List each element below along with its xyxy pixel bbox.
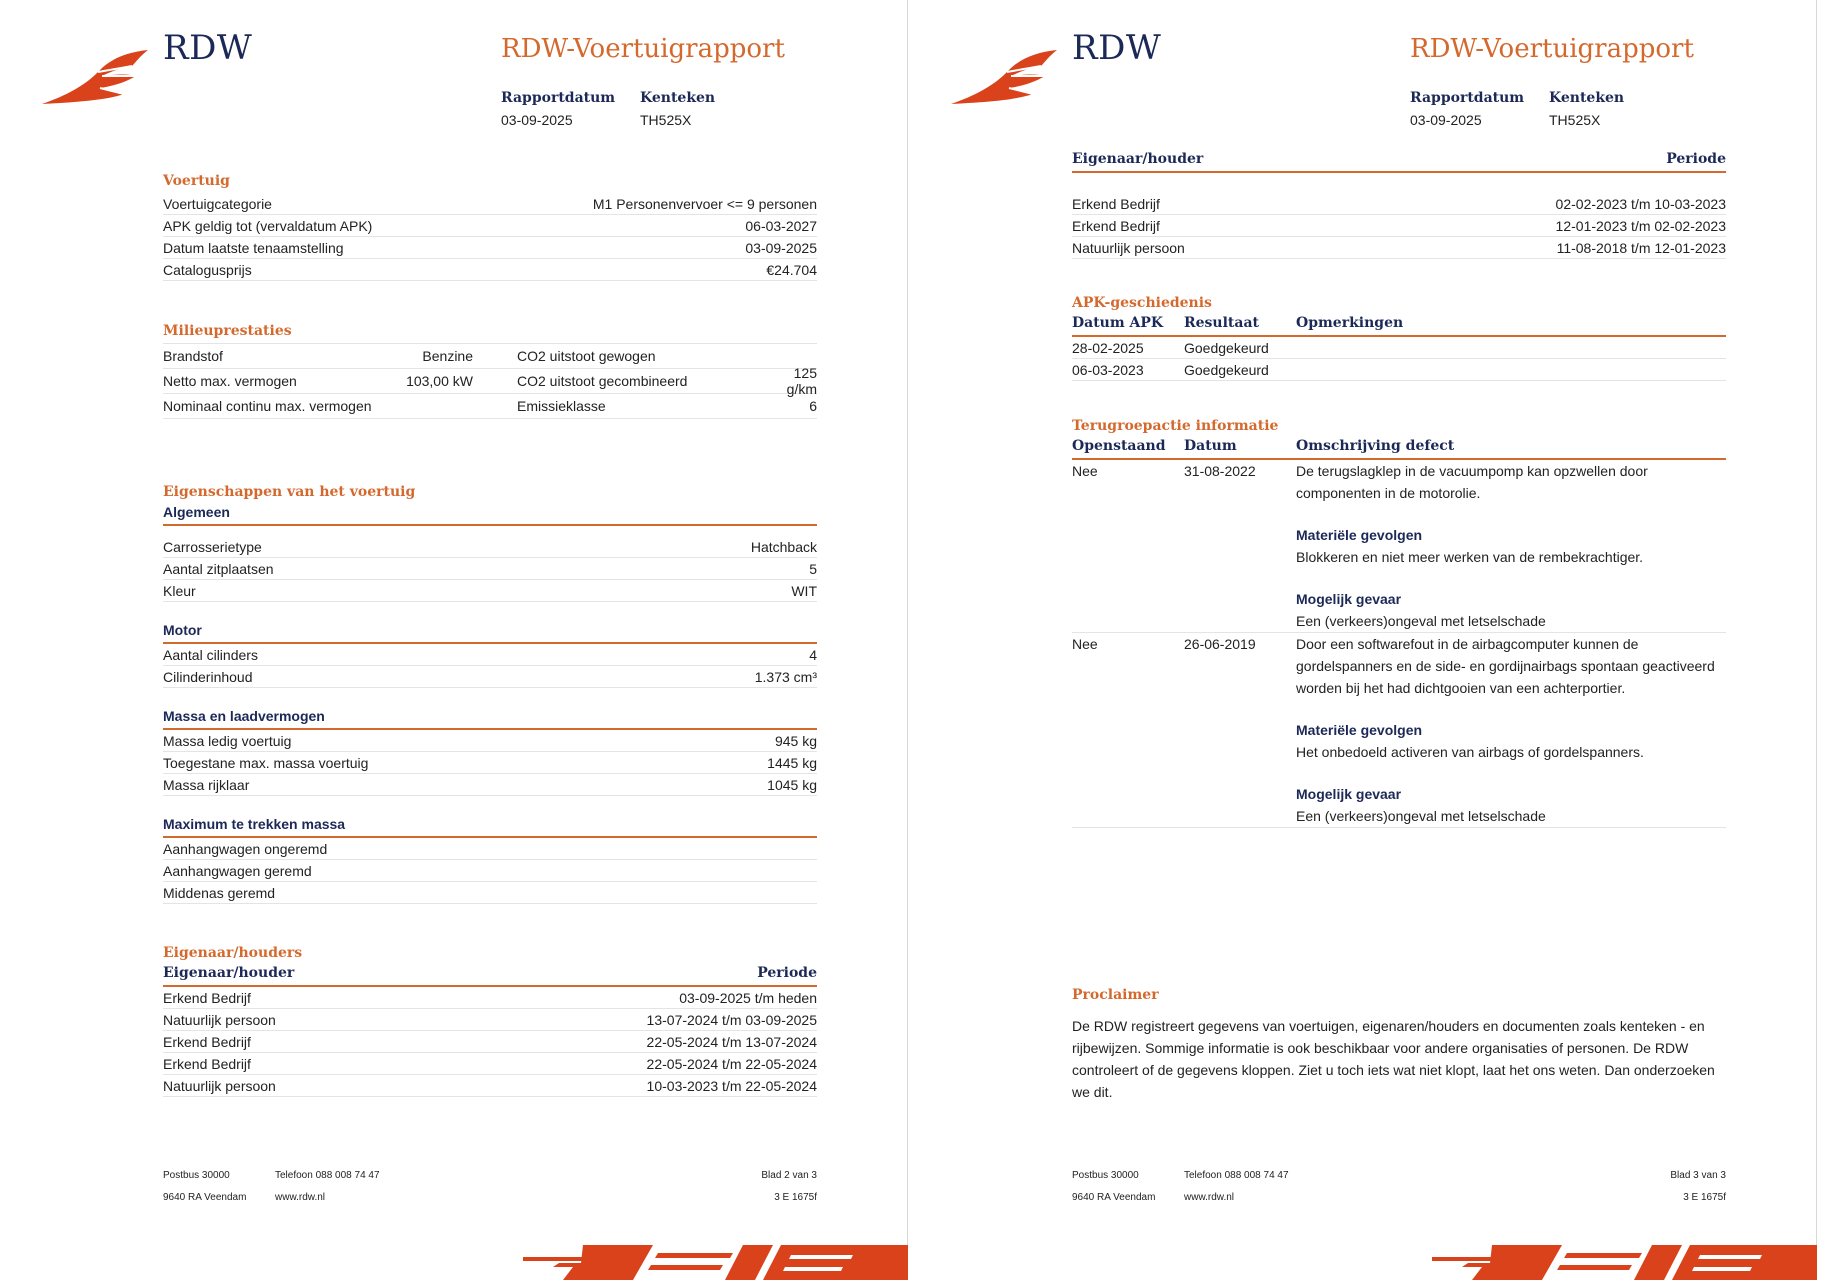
footer-phone: Telefoon 088 008 74 47 [1184,1170,1289,1181]
proclaimer-text: De RDW registreert gegevens van voertuigen, eigenaren/houders en documenten zoals kenteken - en rijbewijzen. Sommige informatie is ook beschikbaar voor andere organisaties of personen. De RDW controleert of de gegevens kloppen. Ziet u toch iets wat niet klopt, laat het ons weten. Dan onderzoeken we dit. [1072,1018,1715,1100]
danger-text: Een (verkeers)ongeval met letselschade [1296,613,1546,629]
row-label: Massa rijklaar [163,776,250,793]
table-row [163,838,817,860]
row-label: Emissieklasse [517,398,606,414]
consequences-text: Het onbedoeld activeren van airbags of gordelspanners. [1296,744,1644,760]
table-row [1072,215,1726,237]
row-label: Voertuigcategorie [163,195,272,212]
header-owner: Eigenaar/houder [1072,151,1204,167]
row-label: Erkend Bedrijf [1072,217,1160,234]
row-value: 10-03-2023 t/m 22-05-2024 [646,1077,817,1094]
table-header [163,965,817,987]
row-label: Erkend Bedrijf [163,1033,251,1050]
section-title: Eigenschappen van het voertuig [163,484,416,500]
recall-open: Nee [1072,636,1098,652]
row-value: 5 [809,560,817,577]
row-label: Erkend Bedrijf [163,989,251,1006]
table-row [163,1075,817,1097]
section-title: Terugroepactie informatie [1072,418,1279,434]
subsection-title: Algemeen [163,504,817,526]
plate-label: Kenteken [640,90,716,106]
table-row [163,1031,817,1053]
danger-label: Mogelijk gevaar [1296,786,1402,802]
section-title: Milieuprestaties [163,323,292,339]
row-label: Cilinderinhoud [163,668,253,685]
table-row [163,237,817,259]
row-value: 4 [809,646,817,663]
row-label: CO2 uitstoot gecombineerd [517,373,688,389]
report-page-2 [0,0,908,1280]
table-row [163,193,817,215]
defect-text: Door een softwarefout in de airbagcomputer kunnen de gordelspanners en de side- en gordijnairbags spontaan geactiveerd worden bij het had dichtgooien van een achterportier. [1296,636,1715,696]
report-page-3 [909,0,1817,1280]
owners-continued-section [1072,151,1726,259]
recall-open: Nee [1072,463,1098,479]
plate-value: TH525X [1549,112,1601,128]
row-value: €24.704 [766,261,817,278]
row-label: Catalogusprijs [163,261,252,278]
decorative-stripes-icon [523,1245,908,1280]
table-row [163,644,817,666]
footer-page-number: Blad 3 van 3 [1670,1170,1726,1181]
page-edge [1816,0,1817,1280]
row-label: Datum laatste tenaamstelling [163,239,344,256]
row-value: 11-08-2018 t/m 12-01-2023 [1556,239,1726,256]
defect-text: De terugslagklep in de vacuumpomp kan opzwellen door componenten in de motorolie. [1296,463,1648,501]
table-row [1072,193,1726,215]
plate-block [1549,90,1624,128]
table-row [163,1009,817,1031]
row-label: APK geldig tot (vervaldatum APK) [163,217,373,234]
row-value: 103,00 kW [406,373,473,389]
row-label: Erkend Bedrijf [163,1055,251,1072]
brand-name: RDW [1072,28,1162,68]
row-label: Kleur [163,582,196,599]
recall-row [1072,633,1726,828]
row-value: 06-03-2027 [745,217,817,234]
row-label: Carrosserietype [163,538,262,555]
recall-section [1072,418,1726,828]
report-title: RDW-Voertuigrapport [501,34,785,64]
consequences-text: Blokkeren en niet meer werken van de rembekrachtiger. [1296,549,1644,565]
apk-result: Goedgekeurd [1184,339,1269,356]
properties-section [163,484,817,904]
row-label: Brandstof [163,348,223,364]
table-row [163,365,817,397]
footer-address-1: Postbus 30000 [163,1170,230,1181]
brand-name: RDW [163,28,253,68]
row-value: 03-09-2025 [745,239,817,256]
table-row [163,343,817,369]
footer-code: 3 E 1675f [774,1192,817,1203]
row-value: 12-01-2023 t/m 02-02-2023 [1555,217,1726,234]
row-value: 22-05-2024 t/m 22-05-2024 [646,1055,817,1072]
footer-website-link[interactable]: www.rdw.nl [1184,1192,1235,1203]
report-date-value: 03-09-2025 [501,112,573,128]
footer-address-2: 9640 RA Veendam [1072,1192,1156,1203]
row-value: WIT [791,582,817,599]
report-date-block [501,90,615,128]
row-value: 13-07-2024 t/m 03-09-2025 [646,1011,817,1028]
header-period: Periode [1666,151,1726,167]
table-row [163,730,817,752]
table-row [1072,337,1726,359]
table-row [163,259,817,281]
subsection-title: Massa en laadvermogen [163,708,817,730]
section-title: Eigenaar/houders [163,945,303,961]
footer-phone: Telefoon 088 008 74 47 [275,1170,380,1181]
table-row [163,394,817,419]
header-owner: Eigenaar/houder [163,965,295,981]
table-header [1072,151,1726,173]
apk-result: Goedgekeurd [1184,361,1269,378]
row-label: CO2 uitstoot gewogen [517,348,656,364]
row-value: 1045 kg [767,776,817,793]
footer-code: 3 E 1675f [1683,1192,1726,1203]
row-label: Middenas geremd [163,884,276,901]
header-result: Resultaat [1184,315,1259,331]
row-label: Toegestane max. massa voertuig [163,754,369,771]
subsection-title: Maximum te trekken massa [163,816,817,838]
row-label: Erkend Bedrijf [1072,195,1160,212]
owners-section [163,945,817,1097]
table-header [1072,315,1726,337]
consequences-label: Materiële gevolgen [1296,527,1423,543]
row-label: Massa ledig voertuig [163,732,292,749]
row-value: 22-05-2024 t/m 13-07-2024 [646,1033,817,1050]
apk-date: 06-03-2023 [1072,361,1144,378]
environment-section [163,323,817,419]
row-label: Natuurlijk persoon [163,1077,276,1094]
row-label: Natuurlijk persoon [1072,239,1185,256]
recall-date: 26-06-2019 [1184,636,1256,652]
row-value: Hatchback [750,538,817,555]
row-value: 1445 kg [767,754,817,771]
footer-address-1: Postbus 30000 [1072,1170,1139,1181]
apk-history-section [1072,295,1726,381]
header-open: Openstaand [1072,438,1166,454]
danger-label: Mogelijk gevaar [1296,591,1402,607]
row-value: 6 [809,398,817,414]
row-label: Aanhangwagen geremd [163,862,312,879]
table-row [163,774,817,796]
table-row [1072,237,1726,259]
rdw-logo-icon [949,46,1059,108]
vehicle-section [163,173,817,281]
report-date-label: Rapportdatum [1410,90,1525,106]
apk-date: 28-02-2025 [1072,339,1144,356]
row-value: M1 Personenvervoer <= 9 personen [592,195,817,212]
row-label: Netto max. vermogen [163,373,297,389]
recall-description [1296,460,1726,632]
footer-address-2: 9640 RA Veendam [163,1192,247,1203]
proclaimer-section [1072,987,1726,1103]
table-row [163,752,817,774]
table-row [163,987,817,1009]
recall-description [1296,633,1726,827]
report-date-block [1410,90,1524,128]
row-value: 1.373 cm³ [754,668,817,685]
row-label: Aantal cilinders [163,646,258,663]
report-date-label: Rapportdatum [501,90,616,106]
table-row [163,536,817,558]
danger-text: Een (verkeers)ongeval met letselschade [1296,808,1546,824]
header-remarks: Opmerkingen [1296,315,1404,331]
table-row [163,1053,817,1075]
subsection-title: Motor [163,622,817,644]
row-value: Benzine [422,348,473,364]
consequences-label: Materiële gevolgen [1296,722,1423,738]
plate-block [640,90,715,128]
row-value: 03-09-2025 t/m heden [679,989,817,1006]
table-row [163,860,817,882]
row-label: Natuurlijk persoon [163,1011,276,1028]
decorative-stripes-icon [1432,1245,1817,1280]
table-row [163,666,817,688]
plate-value: TH525X [640,112,692,128]
row-label: Aantal zitplaatsen [163,560,274,577]
section-title: Voertuig [163,173,230,189]
recall-date: 31-08-2022 [1184,463,1256,479]
plate-label: Kenteken [1549,90,1625,106]
table-row [163,558,817,580]
row-value: 945 kg [774,732,817,749]
table-header [1072,438,1726,460]
row-value: 125 g/km [786,365,817,397]
header-apk-date: Datum APK [1072,315,1164,331]
footer-page-number: Blad 2 van 3 [761,1170,817,1181]
table-row [163,580,817,602]
table-row [163,882,817,904]
header-date: Datum [1184,438,1237,454]
header-defect: Omschrijving defect [1296,438,1455,454]
section-title: Proclaimer [1072,987,1159,1003]
section-title: APK-geschiedenis [1072,295,1212,311]
row-label: Aanhangwagen ongeremd [163,840,328,857]
row-label: Nominaal continu max. vermogen [163,398,372,414]
report-date-value: 03-09-2025 [1410,112,1482,128]
recall-row [1072,460,1726,633]
header-period: Periode [757,965,817,981]
row-value: 02-02-2023 t/m 10-03-2023 [1555,195,1726,212]
page-edge [907,0,908,1280]
table-row [1072,359,1726,381]
report-title: RDW-Voertuigrapport [1410,34,1694,64]
rdw-logo-icon [40,46,150,108]
footer-website-link[interactable]: www.rdw.nl [275,1192,326,1203]
table-row [163,215,817,237]
